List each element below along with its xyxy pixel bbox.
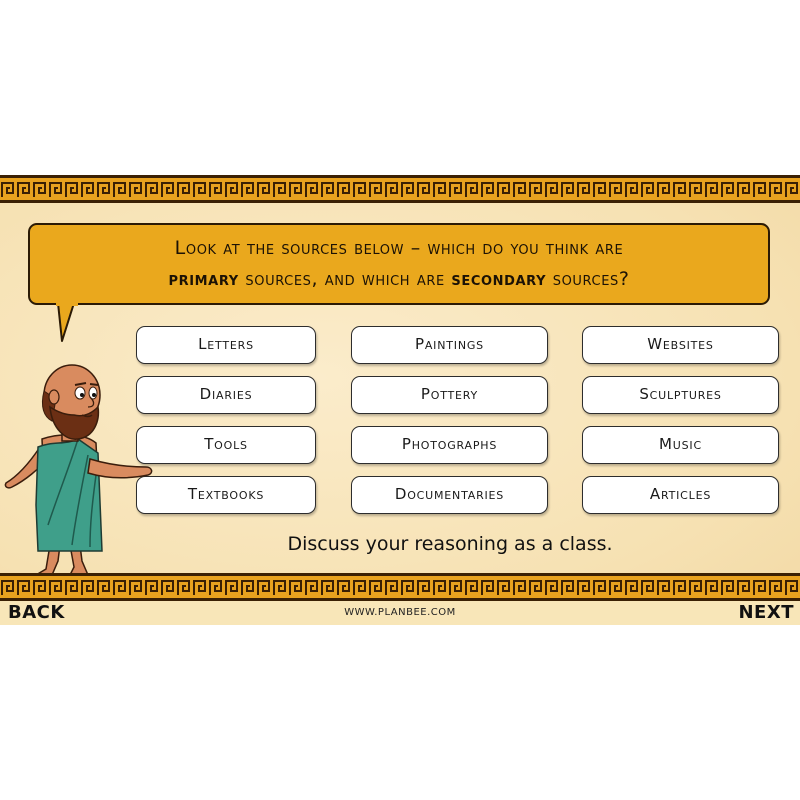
source-card-sculptures[interactable]: Sculptures bbox=[582, 376, 779, 414]
secondary-keyword: secondary bbox=[451, 268, 547, 290]
source-card-articles[interactable]: Articles bbox=[582, 476, 779, 514]
question-speech-bubble bbox=[28, 223, 770, 305]
source-card-pottery[interactable]: Pottery bbox=[351, 376, 548, 414]
source-card-documentaries[interactable]: Documentaries bbox=[351, 476, 548, 514]
greek-key-border-bottom bbox=[0, 573, 800, 601]
source-card-photographs[interactable]: Photographs bbox=[351, 426, 548, 464]
source-card-websites[interactable]: Websites bbox=[582, 326, 779, 364]
slide-footer bbox=[0, 601, 800, 625]
source-card-diaries[interactable]: Diaries bbox=[136, 376, 316, 414]
question-text: Look at the sources below – which do you think are primary sources, and which are secondary sources? bbox=[168, 237, 630, 290]
greek-philosopher-illustration bbox=[0, 355, 160, 580]
lesson-slide bbox=[0, 175, 800, 625]
source-card-paintings[interactable]: Paintings bbox=[351, 326, 548, 364]
primary-keyword: primary bbox=[168, 268, 239, 290]
speech-bubble-tail bbox=[52, 303, 82, 345]
website-url: WWW.PLANBEE.COM bbox=[344, 607, 456, 618]
source-card-letters[interactable]: Letters bbox=[136, 326, 316, 364]
source-card-textbooks[interactable]: Textbooks bbox=[136, 476, 316, 514]
discuss-instruction: Discuss your reasoning as a class. bbox=[287, 533, 613, 555]
greek-key-border-top bbox=[0, 175, 800, 203]
next-button[interactable]: NEXT bbox=[738, 602, 794, 623]
source-card-music[interactable]: Music bbox=[582, 426, 779, 464]
source-card-tools[interactable]: Tools bbox=[136, 426, 316, 464]
back-button[interactable]: BACK bbox=[8, 602, 65, 623]
